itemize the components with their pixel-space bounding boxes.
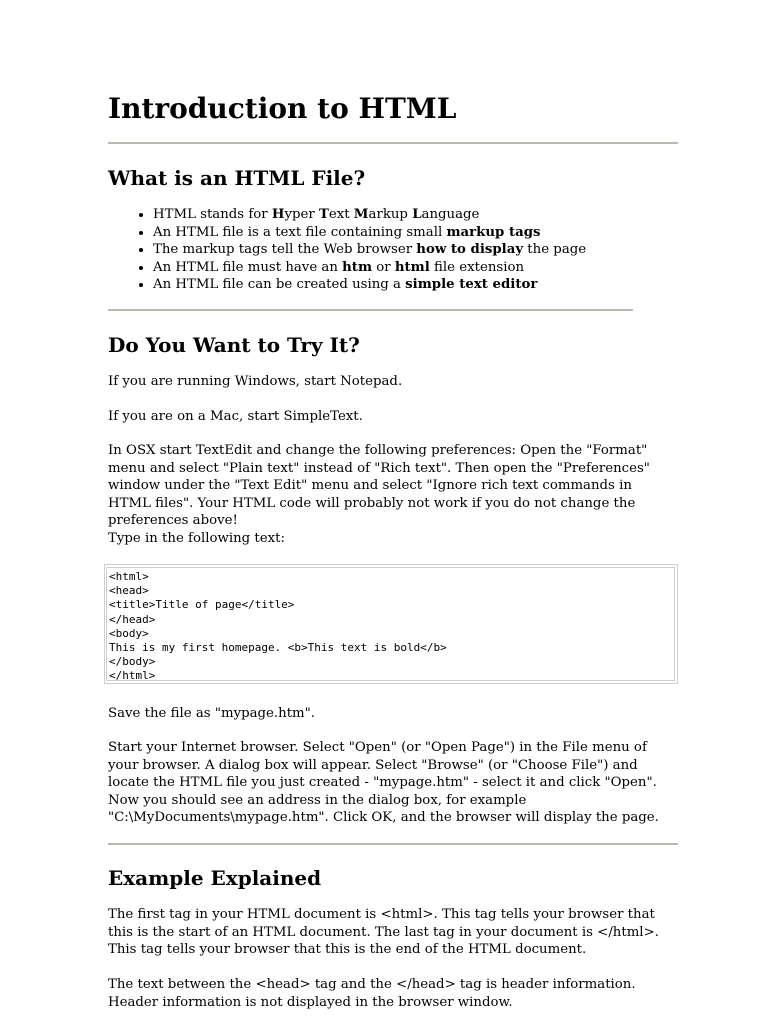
paragraph-mac: If you are on a Mac, start SimpleText. [108, 409, 363, 424]
section-heading-html-file: What is an HTML File? [108, 166, 366, 190]
paragraph-windows: If you are running Windows, start Notepad. [108, 374, 403, 389]
page-title: Introduction to HTML [108, 92, 457, 125]
code-example-box [104, 564, 678, 684]
list-item: • An HTML file is a text file containing small markup tags [153, 224, 678, 242]
paragraph-open-browser: Start your Internet browser. Select "Open" (or "Open Page") in the File menu of your browser. A dialog box will appear. Select "Browse" (or "Choose File") and locate the HTML file you just created - "mypage.htm" - select it and click "Open". Now you should see an address in the dialog box, for example "C:\MyDocuments\mypage.htm". Click OK, and the browser will display the page. [108, 740, 659, 825]
section-heading-example-explained: Example Explained [108, 866, 322, 890]
section-heading-try-it: Do You Want to Try It? [108, 333, 360, 357]
list-item: • HTML stands for Hyper Text Markup Language [153, 206, 678, 224]
list-item: • An HTML file can be created using a simple text editor [153, 276, 678, 294]
paragraph-type-text: Type in the following text: [108, 531, 285, 546]
code-example: <html> <head> <title>Title of page</title> </head> <body> This is my first homepage. <b>This text is bold</b> </body> </html> [109, 570, 447, 683]
paragraph-osx: In OSX start TextEdit and change the following preferences: Open the "Format" menu and select "Plain text" instead of "Rich text". Then open the "Preferences" window under the "Text Edit" menu and select "Ignore rich text commands in HTML files". Your HTML code will probably not work if you do not change the preferences above! [108, 443, 650, 528]
paragraph-save-file: Save the file as "mypage.htm". [108, 706, 315, 721]
html-file-bullet-list [108, 206, 678, 294]
paragraph-html-tag: The first tag in your HTML document is <html>. This tag tells your browser that this is the start of an HTML document. The last tag in your document is </html>. This tag tells your browser that this is the end of the HTML document. [108, 907, 659, 957]
divider-bottom [108, 843, 678, 845]
list-item: • An HTML file must have an htm or html file extension [153, 259, 678, 277]
divider-top [108, 142, 678, 144]
list-item: • The markup tags tell the Web browser how to display the page [153, 241, 678, 259]
paragraph-head-tag: The text between the <head> tag and the </head> tag is header information. Header information is not displayed in the browser window. [108, 977, 636, 1010]
divider-mid [108, 309, 633, 311]
